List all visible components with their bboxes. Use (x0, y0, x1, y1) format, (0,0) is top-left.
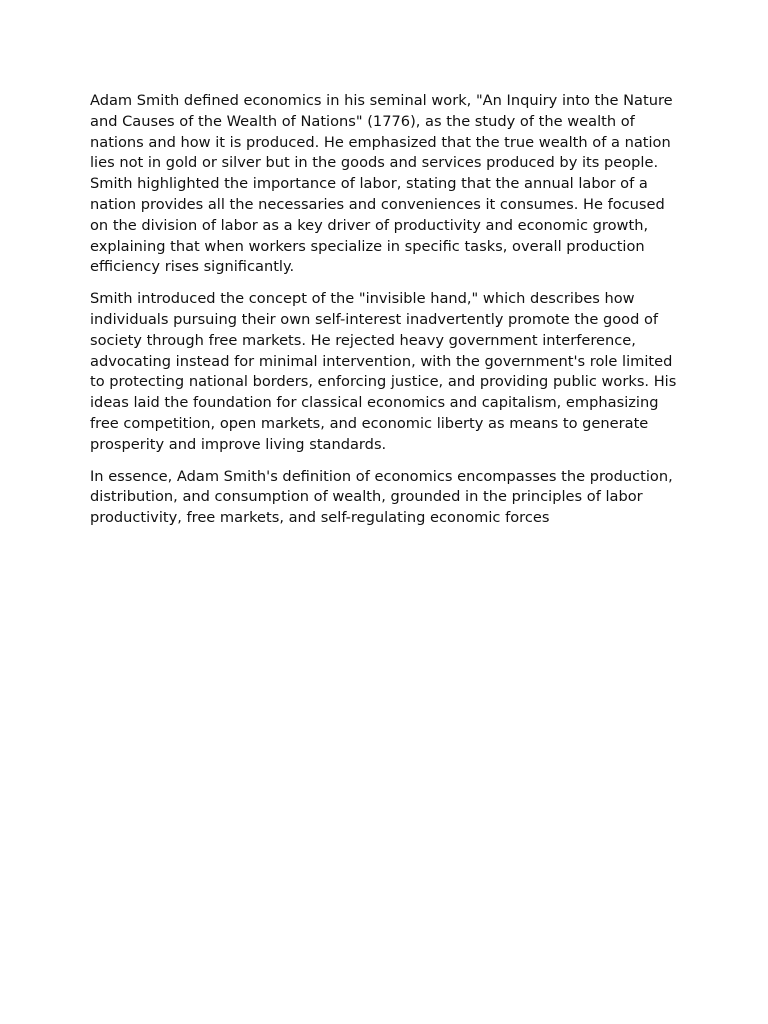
paragraph-in-essence: In essence, Adam Smith's definition of economics encompasses the production, distribution, and consumption of wealth, grounded in the principles of labor productivity, free markets, and self-regulating economic forces (90, 467, 673, 527)
paragraph-invisible-hand: Smith introduced the concept of the "invisible hand," which describes how individuals pursuing their own self-interest inadvertently promote the good of society through free markets. He rejected heavy government interference, advocating instead for minimal intervention, with the government's role limited to protecting national borders, enforcing justice, and providing public works. His ideas laid the foundation for classical economics and capitalism, emphasizing free competition, open markets, and economic liberty as means to generate prosperity and improve living standards. (90, 290, 677, 453)
document-body (90, 91, 680, 540)
paragraph-wealth-of-nations: Adam Smith defined economics in his seminal work, "An Inquiry into the Nature and Causes of the Wealth of Nations" (1776), as the study of the wealth of nations and how it is produced. He emphasized that the true wealth of a nation lies not in gold or silver but in the goods and services produced by its people. Smith highlighted the importance of labor, stating that the annual labor of a nation provides all the necessaries and conveniences it consumes. He focused on the division of labor as a key driver of productivity and economic growth, explaining that when workers specialize in specific tasks, overall production efficiency rises significantly. (90, 92, 673, 276)
